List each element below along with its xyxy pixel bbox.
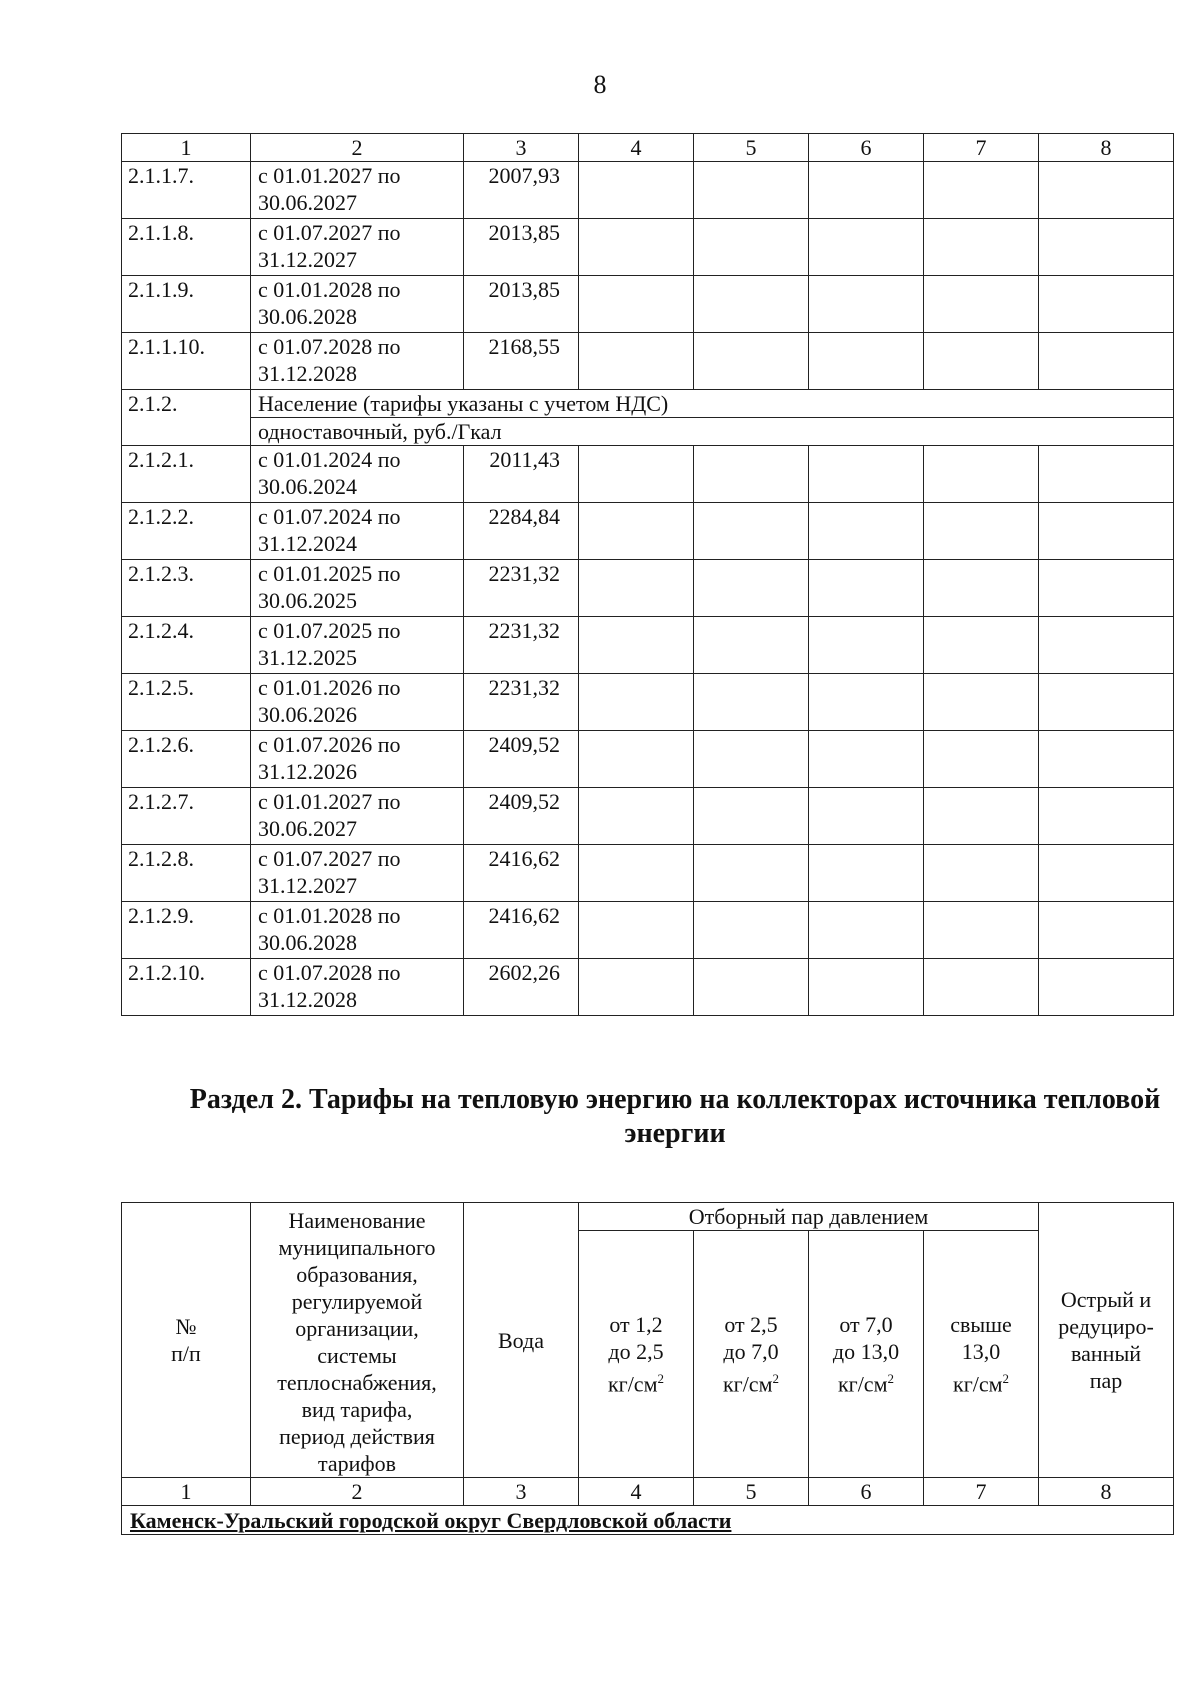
empty-cell [1039, 162, 1174, 219]
table-row [122, 333, 1174, 390]
table-row [122, 845, 1174, 902]
empty-cell [1039, 788, 1174, 845]
header-line: системы [317, 1343, 397, 1368]
empty-cell [809, 560, 924, 617]
group-subtitle: одноставочный, руб./Гкал [251, 418, 1174, 446]
empty-cell [924, 446, 1039, 503]
empty-cell [694, 276, 809, 333]
period-from: с 01.01.2024 по [258, 447, 401, 472]
empty-cell [1039, 674, 1174, 731]
tariff-value: 2602,26 [464, 959, 579, 1016]
period-to: 30.06.2028 [258, 304, 357, 329]
row-number: 2.1.2.7. [122, 788, 251, 845]
header-line: 13,0 [961, 1338, 1001, 1364]
period-to: 30.06.2027 [258, 816, 357, 841]
row-number: 2.1.2.2. [122, 503, 251, 560]
table-header-row [122, 134, 1174, 162]
period-from: с 01.07.2028 по [258, 960, 401, 985]
empty-cell [579, 731, 694, 788]
period-cell [251, 560, 464, 617]
empty-cell [694, 446, 809, 503]
empty-cell [1039, 503, 1174, 560]
period-to: 31.12.2024 [258, 531, 357, 556]
tariff-value: 2409,52 [464, 731, 579, 788]
empty-cell [809, 902, 924, 959]
empty-cell [924, 162, 1039, 219]
empty-cell [579, 219, 694, 276]
empty-cell [924, 845, 1039, 902]
empty-cell [694, 617, 809, 674]
header-line: вид тарифа, [301, 1397, 413, 1422]
empty-cell [694, 959, 809, 1016]
empty-cell [579, 788, 694, 845]
period-cell [251, 959, 464, 1016]
header-line: период действия [279, 1424, 435, 1449]
empty-cell [924, 276, 1039, 333]
period-from: с 01.07.2025 по [258, 618, 401, 643]
group-title: Население (тарифы указаны с учетом НДС) [251, 390, 1174, 418]
tariff-value: 2168,55 [464, 333, 579, 390]
unit: кг/см [837, 1371, 888, 1397]
period-to: 31.12.2027 [258, 873, 357, 898]
row-number: 2.1.2.8. [122, 845, 251, 902]
header-line: до 13,0 [832, 1338, 900, 1364]
empty-cell [924, 731, 1039, 788]
row-number: 2.1.1.7. [122, 162, 251, 219]
empty-cell [1039, 617, 1174, 674]
period-cell [251, 674, 464, 731]
header-line: № [175, 1314, 197, 1339]
col-header-water: Вода [464, 1203, 579, 1478]
period-cell [251, 162, 464, 219]
empty-cell [809, 959, 924, 1016]
row-number: 2.1.2.5. [122, 674, 251, 731]
period-cell [251, 617, 464, 674]
col-header: 3 [464, 134, 579, 162]
period-cell [251, 446, 464, 503]
empty-cell [924, 788, 1039, 845]
table-row [122, 503, 1174, 560]
empty-cell [579, 845, 694, 902]
empty-cell [924, 219, 1039, 276]
period-from: с 01.01.2026 по [258, 675, 401, 700]
row-number: 2.1.2. [122, 390, 251, 446]
section-title-line: энергии [624, 1118, 726, 1149]
header-line: тарифов [317, 1451, 397, 1476]
empty-cell [809, 333, 924, 390]
period-to: 31.12.2027 [258, 247, 357, 272]
row-number: 2.1.2.3. [122, 560, 251, 617]
header-line [924, 1365, 1038, 1397]
period-to: 31.12.2025 [258, 645, 357, 670]
section2-table [121, 1202, 1174, 1535]
table-header-row [122, 1203, 1174, 1231]
empty-cell [579, 276, 694, 333]
empty-cell [924, 617, 1039, 674]
header-line: до 2,5 [608, 1338, 664, 1364]
tariff-value: 2011,43 [464, 446, 579, 503]
period-to: 31.12.2028 [258, 361, 357, 386]
empty-cell [694, 560, 809, 617]
tariff-value: 2231,32 [464, 617, 579, 674]
empty-cell [579, 902, 694, 959]
header-line: от 7,0 [839, 1311, 893, 1337]
period-from: с 01.07.2027 по [258, 846, 401, 871]
tariff-value: 2284,84 [464, 503, 579, 560]
table-row [122, 560, 1174, 617]
period-from: с 01.07.2027 по [258, 220, 401, 245]
col-header-steam-4 [924, 1231, 1039, 1478]
empty-cell [809, 503, 924, 560]
period-cell [251, 845, 464, 902]
empty-cell [579, 162, 694, 219]
column-number: 7 [924, 1478, 1039, 1506]
row-number: 2.1.2.1. [122, 446, 251, 503]
municipality-title: Каменск-Уральский городской округ Свердловской области [122, 1506, 1174, 1535]
column-number: 5 [694, 1478, 809, 1506]
row-number: 2.1.2.9. [122, 902, 251, 959]
empty-cell [694, 503, 809, 560]
empty-cell [809, 845, 924, 902]
empty-cell [809, 674, 924, 731]
empty-cell [1039, 902, 1174, 959]
empty-cell [1039, 333, 1174, 390]
col-header-steam-1 [579, 1231, 694, 1478]
col-header: 7 [924, 134, 1039, 162]
tariff-value: 2416,62 [464, 845, 579, 902]
empty-cell [694, 788, 809, 845]
period-to: 30.06.2027 [258, 190, 357, 215]
table-row [122, 902, 1174, 959]
col-header: 1 [122, 134, 251, 162]
tariff-value: 2231,32 [464, 674, 579, 731]
unit: кг/см [607, 1371, 658, 1397]
period-to: 31.12.2028 [258, 987, 357, 1012]
empty-cell [579, 333, 694, 390]
empty-cell [579, 959, 694, 1016]
period-from: с 01.07.2028 по [258, 334, 401, 359]
empty-cell [694, 674, 809, 731]
header-line [694, 1365, 808, 1397]
period-cell [251, 219, 464, 276]
column-number: 1 [122, 1478, 251, 1506]
empty-cell [694, 845, 809, 902]
empty-cell [579, 446, 694, 503]
group-row [122, 390, 1174, 418]
table-row [122, 617, 1174, 674]
tariff-value: 2007,93 [464, 162, 579, 219]
empty-cell [924, 333, 1039, 390]
column-number: 4 [579, 1478, 694, 1506]
header-line: ванный [1071, 1341, 1142, 1366]
column-number: 6 [809, 1478, 924, 1506]
col-header-number [122, 1203, 251, 1478]
header-line: образования, [296, 1262, 418, 1287]
col-header: 8 [1039, 134, 1174, 162]
empty-cell [924, 674, 1039, 731]
unit-exponent: 2 [887, 1370, 894, 1386]
col-header: 4 [579, 134, 694, 162]
header-line: от 1,2 [609, 1311, 663, 1337]
row-number: 2.1.1.8. [122, 219, 251, 276]
period-cell [251, 276, 464, 333]
period-from: с 01.07.2024 по [258, 504, 401, 529]
empty-cell [924, 503, 1039, 560]
header-line: Острый и [1060, 1287, 1152, 1312]
empty-cell [694, 902, 809, 959]
column-numbers-row [122, 1478, 1174, 1506]
column-number: 8 [1039, 1478, 1174, 1506]
empty-cell [809, 162, 924, 219]
section-title [170, 1083, 1180, 1151]
period-from: с 01.01.2025 по [258, 561, 401, 586]
period-to: 31.12.2026 [258, 759, 357, 784]
empty-cell [694, 333, 809, 390]
table-row [122, 731, 1174, 788]
col-header-name [251, 1203, 464, 1478]
empty-cell [924, 902, 1039, 959]
row-number: 2.1.1.10. [122, 333, 251, 390]
col-group-header-steam: Отборный пар давлением [579, 1203, 1039, 1231]
period-to: 30.06.2025 [258, 588, 357, 613]
empty-cell [579, 617, 694, 674]
period-from: с 01.01.2028 по [258, 903, 401, 928]
column-number: 2 [251, 1478, 464, 1506]
period-cell [251, 902, 464, 959]
municipality-row [122, 1506, 1174, 1535]
header-line: теплоснабжения, [277, 1370, 437, 1395]
col-header-steam-3 [809, 1231, 924, 1478]
unit-exponent: 2 [657, 1370, 664, 1386]
empty-cell [1039, 845, 1174, 902]
empty-cell [694, 731, 809, 788]
header-line: до 7,0 [723, 1338, 779, 1364]
empty-cell [1039, 560, 1174, 617]
empty-cell [1039, 276, 1174, 333]
table-row [122, 446, 1174, 503]
header-line: муниципального [278, 1235, 436, 1260]
period-from: с 01.01.2027 по [258, 789, 401, 814]
header-line: редуциро- [1058, 1314, 1154, 1339]
table-row [122, 959, 1174, 1016]
row-number: 2.1.1.9. [122, 276, 251, 333]
empty-cell [809, 788, 924, 845]
period-cell [251, 333, 464, 390]
empty-cell [924, 560, 1039, 617]
empty-cell [579, 560, 694, 617]
period-cell [251, 731, 464, 788]
group-subtitle-row [122, 418, 1174, 446]
header-line [579, 1365, 693, 1397]
page-number: 8 [593, 70, 607, 99]
col-header-steam-2 [694, 1231, 809, 1478]
empty-cell [694, 162, 809, 219]
tariff-table [121, 133, 1174, 1016]
row-number: 2.1.2.6. [122, 731, 251, 788]
empty-cell [809, 617, 924, 674]
empty-cell [809, 276, 924, 333]
period-to: 30.06.2026 [258, 702, 357, 727]
row-number: 2.1.2.10. [122, 959, 251, 1016]
period-to: 30.06.2028 [258, 930, 357, 955]
empty-cell [809, 731, 924, 788]
empty-cell [579, 503, 694, 560]
empty-cell [579, 674, 694, 731]
table-row [122, 162, 1174, 219]
header-line [809, 1365, 923, 1397]
period-from: с 01.07.2026 по [258, 732, 401, 757]
section-title-line: Раздел 2. Тарифы на тепловую энергию на коллекторах источника тепловой [189, 1084, 1161, 1115]
tariff-value: 2013,85 [464, 276, 579, 333]
unit: кг/см [953, 1371, 1003, 1397]
header-line: регулируемой [291, 1289, 423, 1314]
unit: кг/см [722, 1371, 773, 1397]
header-line: от 2,5 [724, 1311, 778, 1337]
header-line: п/п [171, 1341, 201, 1366]
empty-cell [1039, 731, 1174, 788]
col-header: 6 [809, 134, 924, 162]
tariff-value: 2013,85 [464, 219, 579, 276]
table-row [122, 788, 1174, 845]
empty-cell [694, 219, 809, 276]
period-cell [251, 788, 464, 845]
header-line: свыше [950, 1311, 1012, 1337]
col-header: 2 [251, 134, 464, 162]
header-line: Наименование [288, 1208, 426, 1233]
empty-cell [809, 219, 924, 276]
tariff-value: 2231,32 [464, 560, 579, 617]
col-header-live-steam [1039, 1203, 1174, 1478]
col-header: 5 [694, 134, 809, 162]
tariff-value: 2416,62 [464, 902, 579, 959]
row-number: 2.1.2.4. [122, 617, 251, 674]
unit-exponent: 2 [1002, 1370, 1010, 1386]
header-line: организации, [295, 1316, 419, 1341]
period-cell [251, 503, 464, 560]
table-row [122, 276, 1174, 333]
table-row [122, 674, 1174, 731]
tariff-value: 2409,52 [464, 788, 579, 845]
empty-cell [924, 959, 1039, 1016]
empty-cell [809, 446, 924, 503]
empty-cell [1039, 446, 1174, 503]
empty-cell [1039, 959, 1174, 1016]
unit-exponent: 2 [772, 1370, 779, 1386]
header-line: пар [1089, 1368, 1123, 1393]
period-from: с 01.01.2028 по [258, 277, 401, 302]
period-from: с 01.01.2027 по [258, 163, 401, 188]
column-number: 3 [464, 1478, 579, 1506]
empty-cell [1039, 219, 1174, 276]
period-to: 30.06.2024 [258, 474, 357, 499]
table-row [122, 219, 1174, 276]
